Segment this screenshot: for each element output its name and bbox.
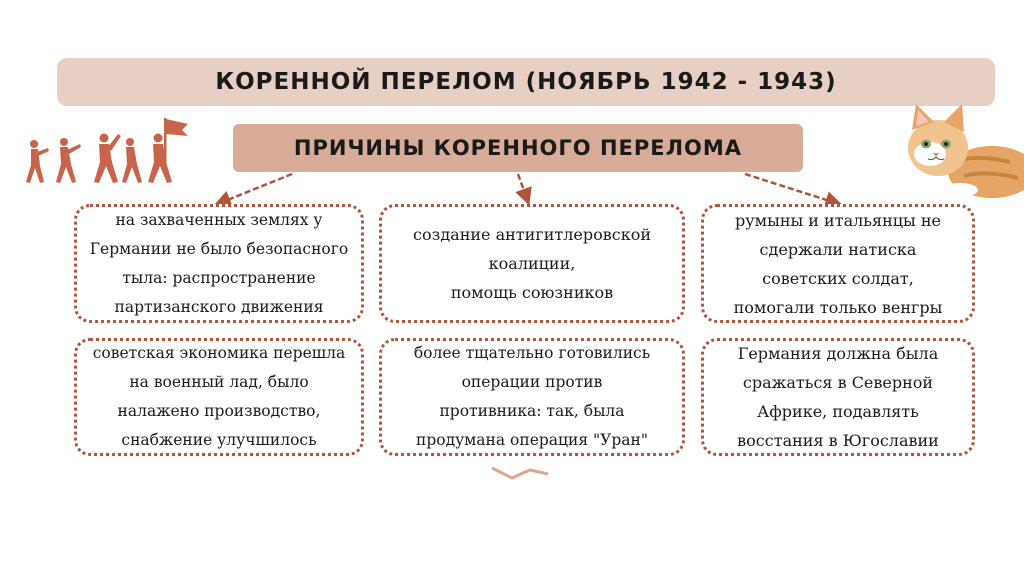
arrow-middle (518, 174, 527, 199)
reason-box-6 (701, 338, 975, 456)
cat-icon (900, 100, 1024, 200)
reason-text-3: румыны и итальянцы не сдержали натиска советских солдат, помогали только венгры (733, 210, 943, 317)
reason-text-5: более тщательно готовились операции против противника: так, была продумана операция "Уран" (413, 344, 651, 449)
reason-box-3 (701, 204, 975, 323)
subtitle: ПРИЧИНЫ КОРЕННОГО ПЕРЕЛОМА (293, 136, 743, 160)
reason-text-2: создание антигитлеровской коалиции, помощь союзников (413, 225, 651, 302)
main-title: КОРЕННОЙ ПЕРЕЛОМ (НОЯБРЬ 1942 - 1943) (215, 69, 837, 95)
arrow-right (745, 174, 836, 203)
reason-box-1 (74, 204, 364, 323)
reason-box-5 (379, 338, 685, 456)
soldiers-with-flag-icon (22, 116, 188, 192)
reason-text-6: Германия должна была сражаться в Северной Африке, подавлять восстания в Югославии (737, 344, 939, 450)
arrow-left (220, 174, 292, 203)
reason-box-2 (379, 204, 685, 323)
decorative-mark (492, 468, 548, 478)
reason-text-4: советская экономика перешла на военный лад, было налажено производство, снабжение улучшилось (92, 344, 346, 449)
reason-box-4 (74, 338, 364, 456)
reason-text-1: на захваченных землях у Германии не было безопасного тыла: распространение партизанского движения (89, 210, 349, 316)
